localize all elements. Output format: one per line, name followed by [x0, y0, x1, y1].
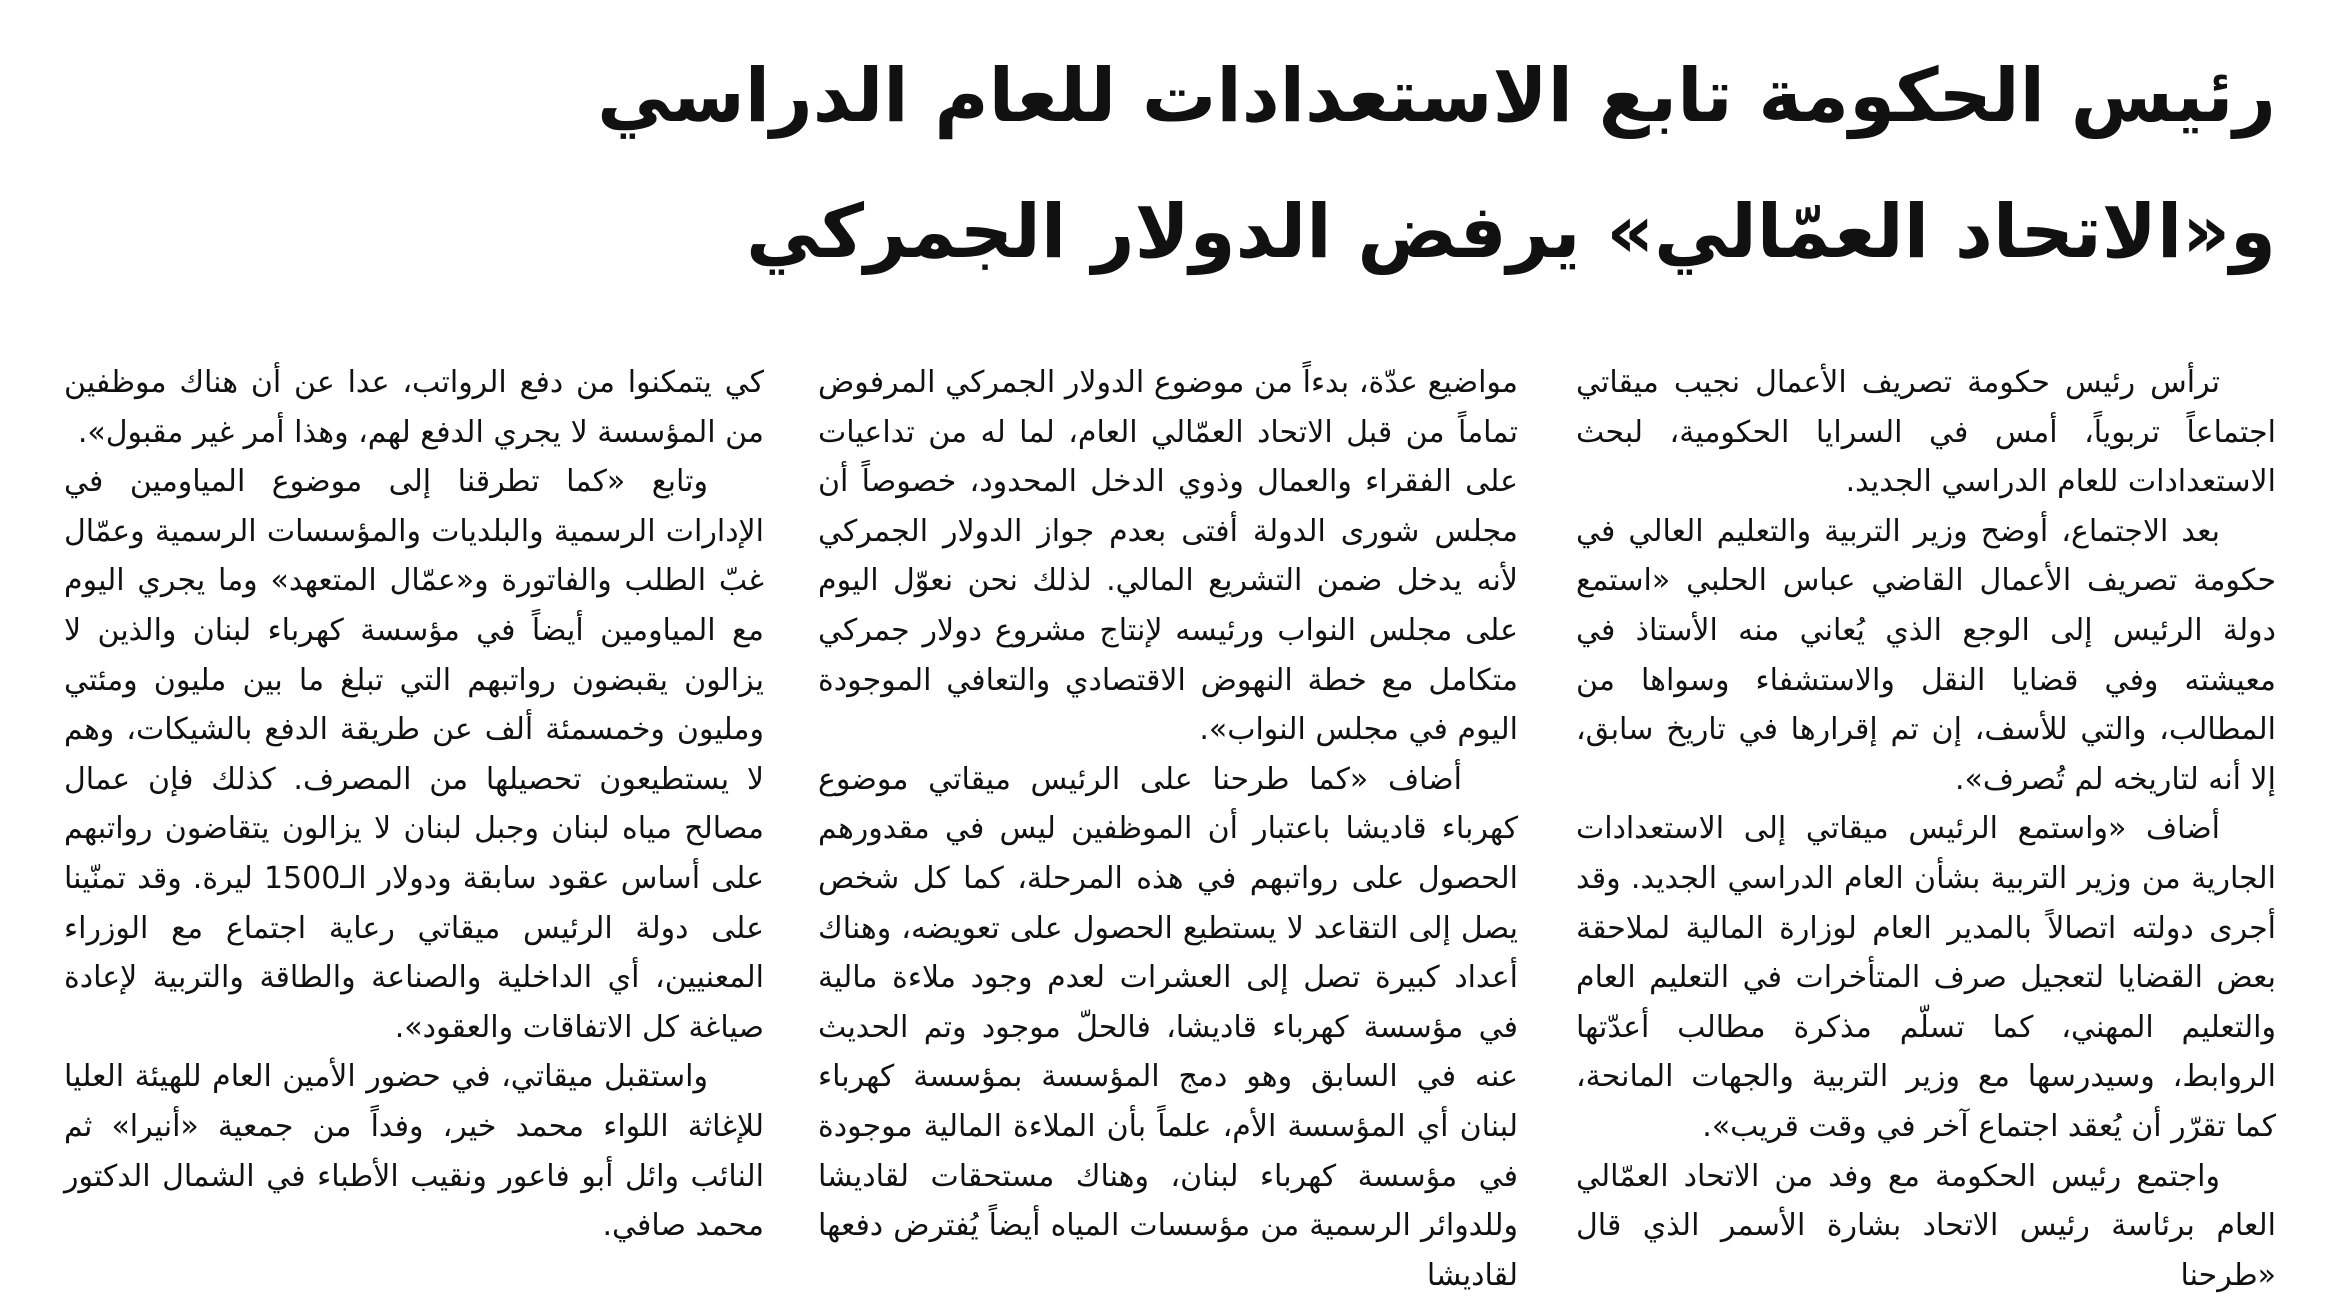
article-column-3	[64, 358, 764, 1238]
paragraph: بعد الاجتماع، أوضح وزير التربية والتعليم العالي في حكومة تصريف الأعمال القاضي عباس الحلبي «استمع دولة الرئيس إلى الوجع الذي يُعاني منه الأستاذ في معيشته وفي قضايا النقل والاستشفاء وسواها من المطالب، والتي للأسف، إن تم إقرارها في تاريخ سابق، إلا أنه لتاريخه لم تُصرف».	[1576, 507, 2276, 805]
paragraph: واجتمع رئيس الحكومة مع وفد من الاتحاد العمّالي العام برئاسة رئيس الاتحاد بشارة الأسمر الذي قال «طرحنا	[1576, 1152, 2276, 1300]
article-column-1	[1576, 358, 2276, 1238]
headline-line-2: و«الاتحاد العمّالي» يرفض الدولار الجمركي	[36, 182, 2276, 282]
paragraph: أضاف «كما طرحنا على الرئيس ميقاتي موضوع كهرباء قاديشا باعتبار أن الموظفين ليس في مقدورهم الحصول على رواتبهم في هذه المرحلة، كما كل شخص يصل إلى التقاعد لا يستطيع الحصول على تعويضه، وهناك أعداد كبيرة تصل إلى العشرات لعدم وجود ملاءة مالية في مؤسسة كهرباء قاديشا، فالحلّ موجود وتم الحديث عنه في السابق وهو دمج المؤسسة بمؤسسة كهرباء لبنان أي المؤسسة الأم، علماً بأن الملاءة المالية موجودة في مؤسسة كهرباء لبنان، وهناك مستحقات لقاديشا وللدوائر الرسمية من مؤسسات المياه أيضاً يُفترض دفعها لقاديشا	[818, 755, 1518, 1300]
paragraph: واستقبل ميقاتي، في حضور الأمين العام للهيئة العليا للإغاثة اللواء محمد خير، وفداً من جمعية «أنيرا» ثم النائب وائل أبو فاعور ونقيب الأطباء في الشمال الدكتور محمد صافي.	[64, 1052, 764, 1250]
paragraph: وتابع «كما تطرقنا إلى موضوع المياومين في الإدارات الرسمية والبلديات والمؤسسات الرسمية وعمّال غبّ الطلب والفاتورة و«عمّال المتعهد» وما يجري اليوم مع المياومين أيضاً في مؤسسة كهرباء لبنان والذين لا يزالون يقبضون رواتبهم التي تبلغ ما بين مليون ومئتي ومليون وخمسمئة ألف عن طريقة الدفع بالشيكات، وهم لا يستطيعون تحصيلها من المصرف. كذلك فإن عمال مصالح مياه لبنان وجبل لبنان لا يزالون يتقاضون رواتبهم على أساس عقود سابقة ودولار الـ1500 ليرة. وقد تمنّينا على دولة الرئيس ميقاتي رعاية اجتماع مع الوزراء المعنيين، أي الداخلية والصناعة والطاقة والتربية لإعادة صياغة كل الاتفاقات والعقود».	[64, 457, 764, 1052]
article-column-2	[818, 358, 1518, 1238]
paragraph: أضاف «واستمع الرئيس ميقاتي إلى الاستعدادات الجارية من وزير التربية بشأن العام الدراسي الجديد. وقد أجرى دولته اتصالاً بالمدير العام لوزارة المالية لملاحقة بعض القضايا لتعجيل صرف المتأخرات في التعليم العام والتعليم المهني، كما تسلّم مذكرة مطالب أعدّتها الروابط، وسيدرسها مع وزير التربية والجهات المانحة، كما تقرّر أن يُعقد اجتماع آخر في وقت قريب».	[1576, 804, 2276, 1151]
headline-line-1: رئيس الحكومة تابع الاستعدادات للعام الدراسي	[36, 46, 2276, 146]
paragraph: كي يتمكنوا من دفع الرواتب، عدا عن أن هناك موظفين من المؤسسة لا يجري الدفع لهم، وهذا أمر غير مقبول».	[64, 358, 764, 457]
paragraph: مواضيع عدّة، بدءاً من موضوع الدولار الجمركي المرفوض تماماً من قبل الاتحاد العمّالي العام، لما له من تداعيات على الفقراء والعمال وذوي الدخل المحدود، خصوصاً أن مجلس شورى الدولة أفتى بعدم جواز الدولار الجمركي لأنه يدخل ضمن التشريع المالي. لذلك نحن نعوّل اليوم على مجلس النواب ورئيسه لإنتاج مشروع دولار جمركي متكامل مع خطة النهوض الاقتصادي والتعافي الموجودة اليوم في مجلس النواب».	[818, 358, 1518, 755]
paragraph: ترأس رئيس حكومة تصريف الأعمال نجيب ميقاتي اجتماعاً تربوياً، أمس في السرايا الحكومية، لبحث الاستعدادات للعام الدراسي الجديد.	[1576, 358, 2276, 507]
